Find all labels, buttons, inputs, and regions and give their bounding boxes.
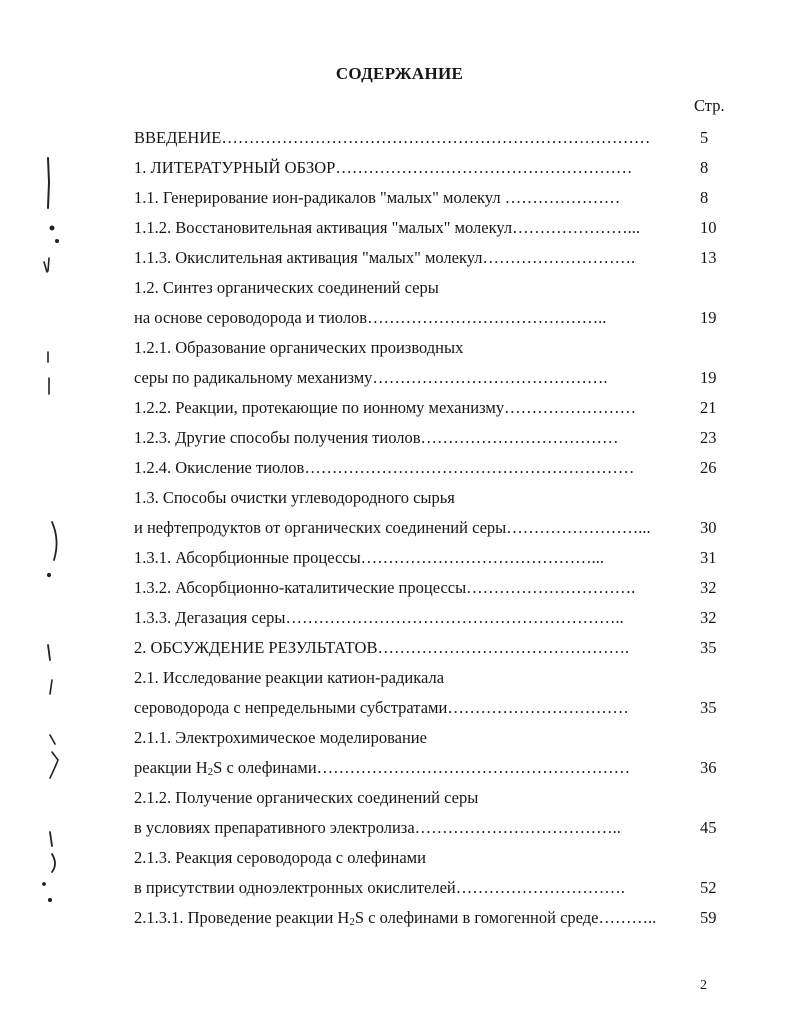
toc-entry-title: 1.2.2. Реакции, протекающие по ионному механизму…………………… (134, 398, 637, 417)
scan-mark (48, 158, 49, 208)
scan-mark (50, 226, 54, 230)
subscript: 2 (207, 766, 214, 778)
scan-mark (50, 735, 58, 778)
toc-entry-page: 23 (700, 428, 717, 447)
toc-entry-title-part: S с олефинами в гомогенной среде……….. (354, 908, 657, 927)
toc-entry-title: в условиях препаративного электролиза……………………………….. (134, 818, 621, 837)
page-column-header: Стр. (694, 96, 725, 115)
toc-entry-title: 1.1.3. Окислительная активация "малых" молекул………………………. (134, 248, 636, 267)
toc-entry-page: 32 (700, 608, 717, 627)
toc-entry-title: 1.1. Генерирование ион-радикалов "малых" молекул ………………… (134, 188, 621, 207)
toc-entry-page: 19 (700, 368, 717, 387)
toc-entry-title: 1.3.3. Дегазация серы…………………………………………………….. (134, 608, 624, 627)
toc-entry-page: 52 (700, 878, 717, 897)
scan-mark (44, 258, 49, 272)
toc-entry-page: 5 (700, 128, 709, 147)
toc-entry-title: 1.2.3. Другие способы получения тиолов……………………………… (134, 428, 619, 447)
toc-entry-title: и нефтепродуктов от органических соединений серы……………………... (134, 518, 651, 537)
toc-entry-page: 59 (700, 908, 717, 927)
toc-entry-title: 1.3. Способы очистки углеводородного сырья (134, 488, 455, 507)
scan-mark (48, 645, 50, 660)
toc-entry-page: 26 (700, 458, 717, 477)
toc-entry-title: 1.2.1. Образование органических производных (134, 338, 464, 357)
toc-entry-title: серы по радикальному механизму……………………………………. (134, 368, 608, 387)
toc-entry-title: ВВЕДЕНИЕ…………………………………………………………………… (134, 128, 651, 147)
scan-mark (48, 898, 51, 901)
toc-entry-title: 2.1.2. Получение органических соединений серы (134, 788, 479, 807)
toc-entry-page: 31 (700, 548, 717, 567)
toc-entry-page: 8 (700, 158, 709, 177)
toc-entry-page: 35 (700, 638, 717, 657)
toc-entry-page: 8 (700, 188, 709, 207)
toc-entry-title: 1.2.4. Окисление тиолов…………………………………………………… (134, 458, 635, 477)
toc-entry-page: 21 (700, 398, 717, 417)
toc-entry-title: 1.3.1. Абсорбционные процессы……………………………………... (134, 548, 605, 567)
scan-mark (52, 522, 57, 560)
scan-mark (50, 832, 55, 872)
toc-entry-title: на основе сероводорода и тиолов…………………………………….. (134, 308, 607, 327)
toc-entry-title: 2. ОБСУЖДЕНИЕ РЕЗУЛЬТАТОВ………………………………………. (134, 638, 630, 657)
toc-entry-title-part: S с олефинами………………………………………………… (213, 758, 631, 777)
toc-entry-title: 2.1. Исследование реакции катион-радикала (134, 668, 445, 687)
scan-mark (56, 240, 59, 243)
toc-entry-title: 1.2. Синтез органических соединений серы (134, 278, 439, 297)
toc-entry-title-part: 2.1.3.1. Проведение реакции H (134, 908, 350, 927)
toc-entry-page: 10 (700, 218, 717, 237)
toc-entry-title: 1. ЛИТЕРАТУРНЫЙ ОБЗОР……………………………………………… (134, 158, 633, 177)
scan-mark (47, 573, 50, 576)
toc-entry-title: в присутствии одноэлектронных окислителей…………………………. (134, 878, 625, 897)
page-title: СОДЕРЖАНИЕ (335, 64, 464, 83)
scan-mark (50, 680, 52, 694)
toc-entry-title: 2.1.3. Реакция сероводорода с олефинами (134, 848, 426, 867)
toc-entry-title: 1.3.2. Абсорбционно-каталитические процессы…………………………. (134, 578, 636, 597)
toc-entry-page: 36 (700, 758, 717, 777)
toc-entry-page: 45 (700, 818, 717, 837)
page-number: 2 (700, 978, 707, 993)
toc-entry-title: 2.1.1. Электрохимическое моделирование (134, 728, 427, 747)
toc-entry-page: 32 (700, 578, 717, 597)
scan-mark (43, 883, 46, 886)
toc-entry-title: 1.1.2. Восстановительная активация "малых" молекул…………………... (134, 218, 641, 237)
subscript: 2 (349, 916, 355, 928)
scan-mark (48, 352, 49, 394)
toc-entry-title: сероводорода с непредельными субстратами…………………………… (134, 698, 629, 717)
toc-entry-page: 13 (700, 248, 717, 267)
toc-entry-title-part: реакции H (134, 758, 208, 777)
toc-entry-page: 35 (700, 698, 717, 717)
toc-entry-page: 19 (700, 308, 717, 327)
toc-entry-page: 30 (700, 518, 717, 537)
